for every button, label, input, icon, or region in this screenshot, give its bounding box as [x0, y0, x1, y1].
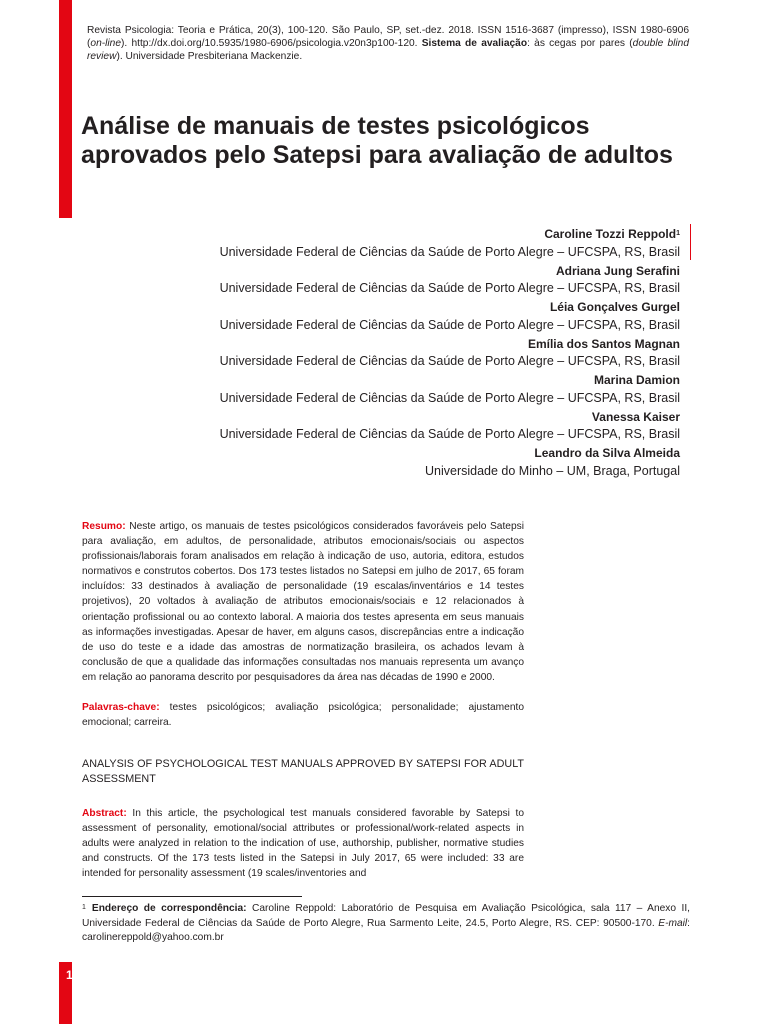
footnote-email-label: E-mail	[658, 917, 688, 929]
author-entry	[150, 263, 680, 298]
author-affiliation: Universidade Federal de Ciências da Saúde de Porto Alegre – UFCSPA, RS, Brasil	[219, 427, 680, 441]
author-name: Emília dos Santos Magnan	[527, 336, 680, 351]
author-entry	[150, 445, 680, 480]
resumo-label: Resumo:	[82, 521, 126, 532]
article-title: Análise de manuais de testes psicológicos aprovados pelo Satepsi para avaliação de adultos	[81, 112, 673, 169]
author-affiliation: Universidade Federal de Ciências da Saúde de Porto Alegre – UFCSPA, RS, Brasil	[219, 281, 680, 295]
keywords-paragraph	[82, 700, 524, 730]
author-affiliation: Universidade Federal de Ciências da Saúde de Porto Alegre – UFCSPA, RS, Brasil	[219, 390, 680, 405]
author-entry	[150, 372, 680, 407]
author-name: Adriana Jung Serafini	[555, 263, 680, 278]
resumo-paragraph	[82, 519, 524, 685]
footnote	[82, 902, 690, 946]
page-number: 100	[65, 968, 87, 982]
author-entry	[150, 226, 680, 261]
footnote-number: 1	[82, 904, 86, 911]
author-accent-rule	[690, 224, 691, 260]
citation-blind-review: double blind review	[87, 38, 690, 63]
header-accent-bar	[59, 0, 72, 218]
author-affiliation: Universidade do Minho – UM, Braga, Portugal	[425, 463, 680, 478]
citation-system-text: : às cegas por pares (	[527, 38, 633, 50]
citation-online: on-line	[90, 38, 121, 50]
author-entry	[150, 299, 680, 334]
author-name: Caroline Tozzi Reppold$^1$	[544, 227, 680, 241]
footnote-divider	[82, 896, 302, 897]
keywords-text: testes psicológicos; avaliação psicológica; personalidade; ajustamento emocional; carreira.	[82, 702, 524, 729]
footnote-label: Endereço de correspondência:	[91, 903, 247, 914]
footnote-marker[interactable]: 1	[676, 230, 680, 237]
abstract-text: In this article, the psychological test manuals considered favorable by Satepsi to assessment of personality, emotional/social attributes or professional/work-related aspects in adults were analyzed in relation to the indication of use, authorship, publisher, normative studies and constructs. Of the 173 tests listed in the Satepsi in July 2017, 65 were included: 33 are intended for personality assessment (19 scales/inventories and	[82, 808, 524, 880]
author-list	[150, 226, 680, 482]
abstract-label: Abstract:	[82, 808, 127, 819]
footnote-email[interactable]: : carolinereppold@yahoo.com.br	[82, 917, 690, 943]
resumo-text: Neste artigo, os manuais de testes psicológicos considerados favoráveis pelo Satepsi para avaliação, em adultos, de personalidade, atributos emocionais/sociais ou aspectos profissionais/laborais foram analisados em relação à indicação de uso, autoria, editora, estudos normativos e construtos cobertos. Dos 173 testes listados no Satepsi em julho de 2017, 65 foram incluídos: 33 destinados à avaliação de personalidade (19 escalas/inventários e 14 testes projetivos), 20 voltados à avaliação de atributos emocionais/sociais e 12 relacionados à orientação profissional ou ao contexto laboral. A maioria dos testes apresenta em seus manuais as informações investigadas. Apesar de haver, em alguns casos, discrepâncias entre a indicação de uso do teste e a idade das amostras de normatização brasileira, os achados levam à conclusão de que a qualidade das informações consultadas nos manuais representa um avanço em relação ao panorama descrito por pesquisadores da área nas décadas de 1990 e 2000.	[82, 521, 524, 683]
author-affiliation: Universidade Federal de Ciências da Saúde de Porto Alegre – UFCSPA, RS, Brasil	[219, 244, 680, 259]
citation-doi[interactable]: ). http://dx.doi.org/10.5935/1980-6906/psicologia.v20n3p100-120.	[121, 38, 422, 50]
author-entry	[150, 336, 680, 371]
english-title: ANALYSIS OF PSYCHOLOGICAL TEST MANUALS APPROVED BY SATEPSI FOR ADULT ASSESSMENT	[82, 758, 524, 785]
author-name: Leandro da Silva Almeida	[534, 446, 680, 460]
author-name: Marina Damion	[593, 373, 680, 387]
abstract-paragraph	[82, 806, 524, 881]
footnote-text: Caroline Reppold: Laboratório de Pesquisa em Avaliação Psicológica, sala 117 – Anexo II, Universidade Federal de Ciências da Saúde de Porto Alegre, Rua Sarmento Leite, 24.5, Porto Alegre, RS. CEP: 90500-170.	[82, 903, 690, 929]
author-name: Vanessa Kaiser	[591, 409, 680, 424]
author-name: Léia Gonçalves Gurgel	[549, 300, 680, 314]
author-entry	[150, 409, 680, 444]
citation-system-label: Sistema de avaliação	[421, 38, 528, 50]
author-affiliation: Universidade Federal de Ciências da Saúde de Porto Alegre – UFCSPA, RS, Brasil	[219, 317, 680, 332]
keywords-label: Palavras-chave:	[82, 702, 160, 713]
citation-tail: ). Universidade Presbiteriana Mackenzie.	[116, 51, 303, 63]
citation-header	[87, 24, 689, 64]
author-affiliation: Universidade Federal de Ciências da Saúde de Porto Alegre – UFCSPA, RS, Brasil	[219, 354, 680, 368]
citation-journal: Revista Psicologia: Teoria e Prática, 20(3), 100-120. São Paulo, SP, set.-dez. 2018. ISSN 1516-3687 (impresso), ISSN 1980-6906 (	[87, 25, 689, 50]
